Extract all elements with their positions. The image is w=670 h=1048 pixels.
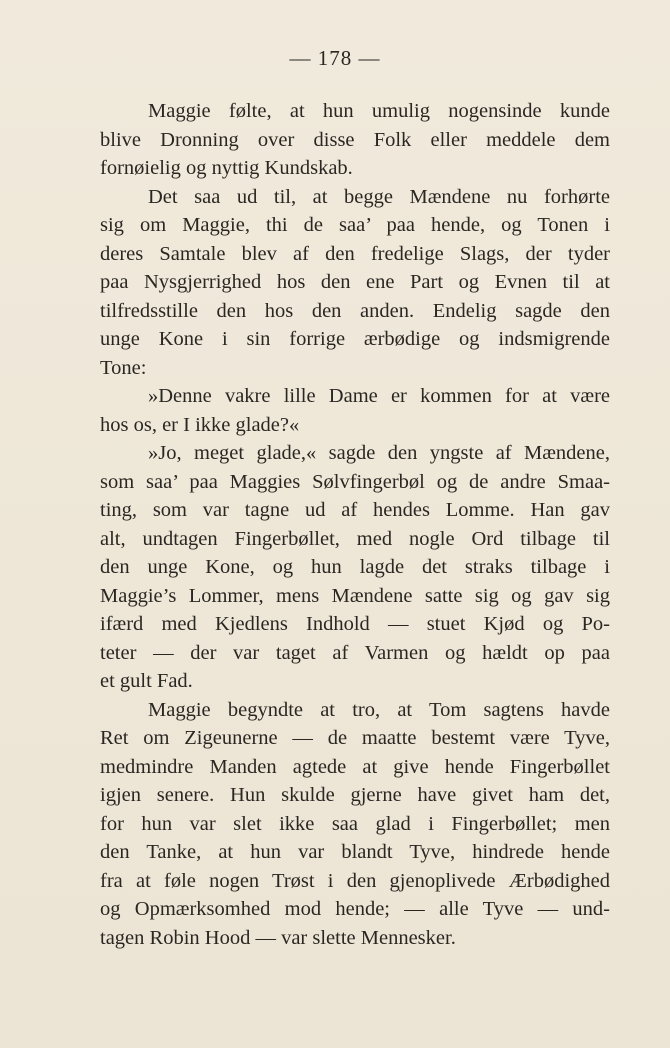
text-line: Maggie’s Lommer, mens Mændene satte sig og gav sig bbox=[100, 584, 610, 607]
text-line: fornøielig og nyttig Kundskab. bbox=[100, 157, 353, 179]
text-line: fra at føle nogen Trøst i den gjenoplivede Ærbødighed bbox=[100, 869, 610, 892]
text-line: Maggie begyndte at tro, at Tom sagtens havde bbox=[148, 698, 610, 721]
text-line: igjen senere. Hun skulde gjerne have givet ham det, bbox=[100, 784, 610, 806]
text-line: Tone: bbox=[100, 356, 147, 379]
text-line: teter — der var taget af Varmen og hældt op paa bbox=[100, 641, 610, 664]
page-number: — 178 — bbox=[289, 46, 381, 70]
text-line: »Denne vakre lille Dame er kommen for at være bbox=[148, 385, 610, 407]
text-line: den unge Kone, og hun lagde det straks tilbage i bbox=[100, 556, 610, 578]
text-line: den Tanke, at hun var blandt Tyve, hindrede hende bbox=[100, 841, 610, 863]
text-line: og Opmærksomhed mod hende; — alle Tyve — und- bbox=[100, 898, 610, 920]
text-line: tagen Robin Hood — var slette Mennesker. bbox=[100, 926, 456, 949]
text-line: for hun var slet ikke saa glad i Fingerbøllet; men bbox=[100, 812, 610, 835]
text-line: alt, undtagen Fingerbøllet, med nogle Ord tilbage til bbox=[100, 527, 610, 550]
text-line: »Jo, meget glade,« sagde den yngste af Mændene, bbox=[148, 442, 610, 464]
text-line: hos os, er I ikke glade?« bbox=[100, 413, 300, 436]
text-line: Ret om Zigeunerne — de maatte bestemt være Tyve, bbox=[100, 727, 610, 749]
text-line: som saa’ paa Maggies Sølvfingerbøl og de andre Smaa- bbox=[100, 470, 610, 493]
text-line: ting, som var tagne ud af hendes Lomme. Han gav bbox=[100, 499, 610, 521]
text-line: et gult Fad. bbox=[100, 670, 193, 692]
text-line: blive Dronning over disse Folk eller meddele dem bbox=[100, 128, 610, 151]
text-line: ifærd med Kjedlens Indhold — stuet Kjød og Po- bbox=[100, 613, 610, 635]
text-line: sig om Maggie, thi de saa’ paa hende, og Tonen i bbox=[100, 214, 610, 236]
text-line: Maggie følte, at hun umulig nogensinde kunde bbox=[148, 100, 610, 122]
body-text bbox=[100, 97, 610, 952]
text-line: Det saa ud til, at begge Mændene nu forhørte bbox=[148, 185, 610, 208]
text-line: deres Samtale blev af den fredelige Slags, der tyder bbox=[100, 242, 610, 265]
text-line: unge Kone i sin forrige ærbødige og indsmigrende bbox=[100, 328, 610, 350]
text-line: tilfredsstille den hos den anden. Endelig sagde den bbox=[100, 299, 610, 322]
text-line: medmindre Manden agtede at give hende Fingerbøllet bbox=[100, 755, 610, 778]
text-line: paa Nysgjerrighed hos den ene Part og Evnen til at bbox=[100, 271, 610, 293]
